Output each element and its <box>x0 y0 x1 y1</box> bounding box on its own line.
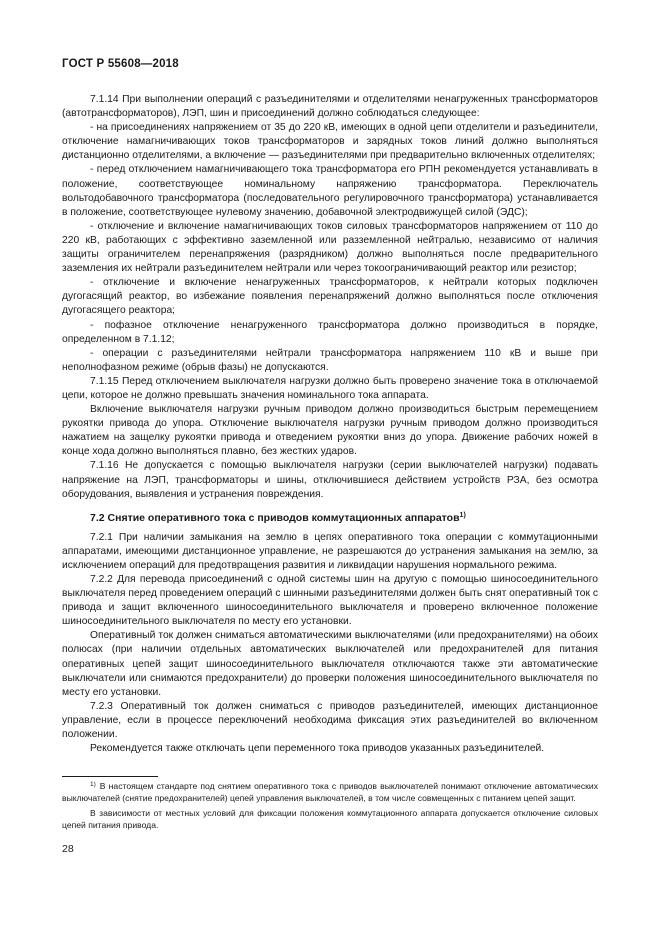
paragraph: Включение выключателя нагрузки ручным приводом должно производиться быстрым перемещением рукоятки привода до упора. Отключение выключателя нагрузки ручным приводом должно производиться нажатием на защелку рукоятки привода и отведением рукоятки вниз до упора. Движение рабочих ножей в конце хода должно выполняться плавно, без жестких ударов. <box>62 404 598 458</box>
paragraph: 7.2.2 Для перевода присоединений с одной системы шин на другую с помощью шиносоединительного выключателя перед проведением операций с шинными разъединителями должен быть снят оперативный ток с привода и защит включенного шиносоединительного выключателя и проверено включенное положение шиносоединительного выключателя по месту его установки. <box>62 574 598 628</box>
footnote-divider <box>62 776 158 777</box>
paragraph: Рекомендуется также отключать цепи переменного тока приводов указанных разъединителей. <box>90 743 545 755</box>
standard-header: ГОСТ Р 55608—2018 <box>62 58 179 70</box>
paragraph: 7.2.3 Оперативный ток должен сниматься с приводов разъединителей, имеющих дистанционное управление, если в процессе переключений необходима фиксация этих разъединителей во включенном положении. <box>62 700 598 741</box>
footnote <box>62 781 598 804</box>
footnote <box>62 808 598 831</box>
paragraph: Оперативный ток должен сниматься автоматическими выключателями (или предохранителями) на обоих полюсах (при наличии отдельных автоматических выключателей или предохранителей для питания оперативных цепей защит шиносоединительного выключателя отключаются также эти автоматические выключатели или снимаются предохранители) до проверки положения шиносоединительного выключателя по месту его установки. <box>62 630 598 698</box>
paragraph: - операции с разъединителями нейтрали трансформатора напряжением 110 кВ и выше при неполнофазном режиме (обрыв фазы) не допускаются. <box>62 347 598 373</box>
paragraph: 7.2.1 При наличии замыкания на землю в цепях оперативного тока операции с коммутационными аппаратами, имеющими дистанционное управление, не разрешаются до устранения замыкания на землю, за исключением операций для предотвращения развития и ликвидации нарушения нормального режима. <box>62 531 598 571</box>
footnote-text: В зависимости от местных условий для фиксации положения коммутационного аппарата допускается отключение силовых цепей питания привода. <box>62 808 598 831</box>
footnote-ref[interactable]: 1) <box>459 511 466 519</box>
section-7-2-text <box>62 531 598 757</box>
paragraph: - отключение и включение намагничивающих токов силовых трансформаторов напряжением от 110 до 220 кВ, работающих с эффективно заземленной или разземленной нейтралью, независимо от наличия защиты ограничителем перенапряжения (разрядником) должно выполняться после предварительного заземления их нейтрали разъединителем нейтрали или через токоограничивающий реактор или резистор; <box>62 220 598 275</box>
paragraph: - на присоединениях напряжением от 35 до 220 кВ, имеющих в одной цепи отделители и разъединители, отключение намагничивающих токов трансформаторов и зарядных токов линий должно выполняться дистанционно отделителями, а включение — разъединителями при предварительно включенных отделителях; <box>62 122 598 162</box>
paragraph: 7.1.16 Не допускается с помощью выключателя нагрузки (серии выключателей нагрузки) подавать напряжение на ЛЭП, трансформаторы и шины, отключившиеся действием устройств РЗА, без осмотра оборудования, выявления и устранения повреждения. <box>62 460 598 500</box>
paragraph: - пофазное отключение ненагруженного трансформатора должно производиться в порядке, определенном в 7.1.12; <box>62 319 598 345</box>
section-heading-text: 7.2 Снятие оперативного тока с приводов коммутационных аппаратов <box>90 511 460 524</box>
page-number: 28 <box>62 843 74 855</box>
footnote-text: В настоящем стандарте под снятием оперативного тока с приводов выключателей понимают отключение автоматических выключателей (снятие предохранителей) цепей управления выключателей, в том числе совмещенных с питанием цепей защит. <box>62 781 598 803</box>
footnote-mark: 1) <box>90 781 96 788</box>
main-content <box>62 93 598 756</box>
footnotes <box>62 781 598 836</box>
paragraph: - перед отключением намагничивающего тока трансформатора его РПН рекомендуется устанавливать в положение, соответствующее номинальному напряжению трансформатора. Переключатель вольтодобавочного трансформатора (последовательного регулировочного трансформатора) устанавливается в положение, соответствующее нулевому значению, добавочной электродвижущей силой (ЭДС); <box>62 164 598 218</box>
paragraph: 7.1.15 Перед отключением выключателя нагрузки должно быть проверено значение тока в отключаемой цепи, которое не должно превышать значения номинального тока аппарата. <box>62 375 598 401</box>
section-heading <box>62 511 598 525</box>
paragraph: - отключение и включение ненагруженных трансформаторов, к нейтрали которых подключен дугогасящий реактор, во избежание появления перенапряжений должно выполняться после отключения дугогасящего реактора; <box>62 277 598 317</box>
paragraph: 7.1.14 При выполнении операций с разъединителями и отделителями ненагруженных трансформаторов (автотрансформаторов), ЛЭП, шин и присоединений должно соблюдаться следующее: <box>62 94 598 120</box>
section-7-1-text <box>62 93 598 502</box>
